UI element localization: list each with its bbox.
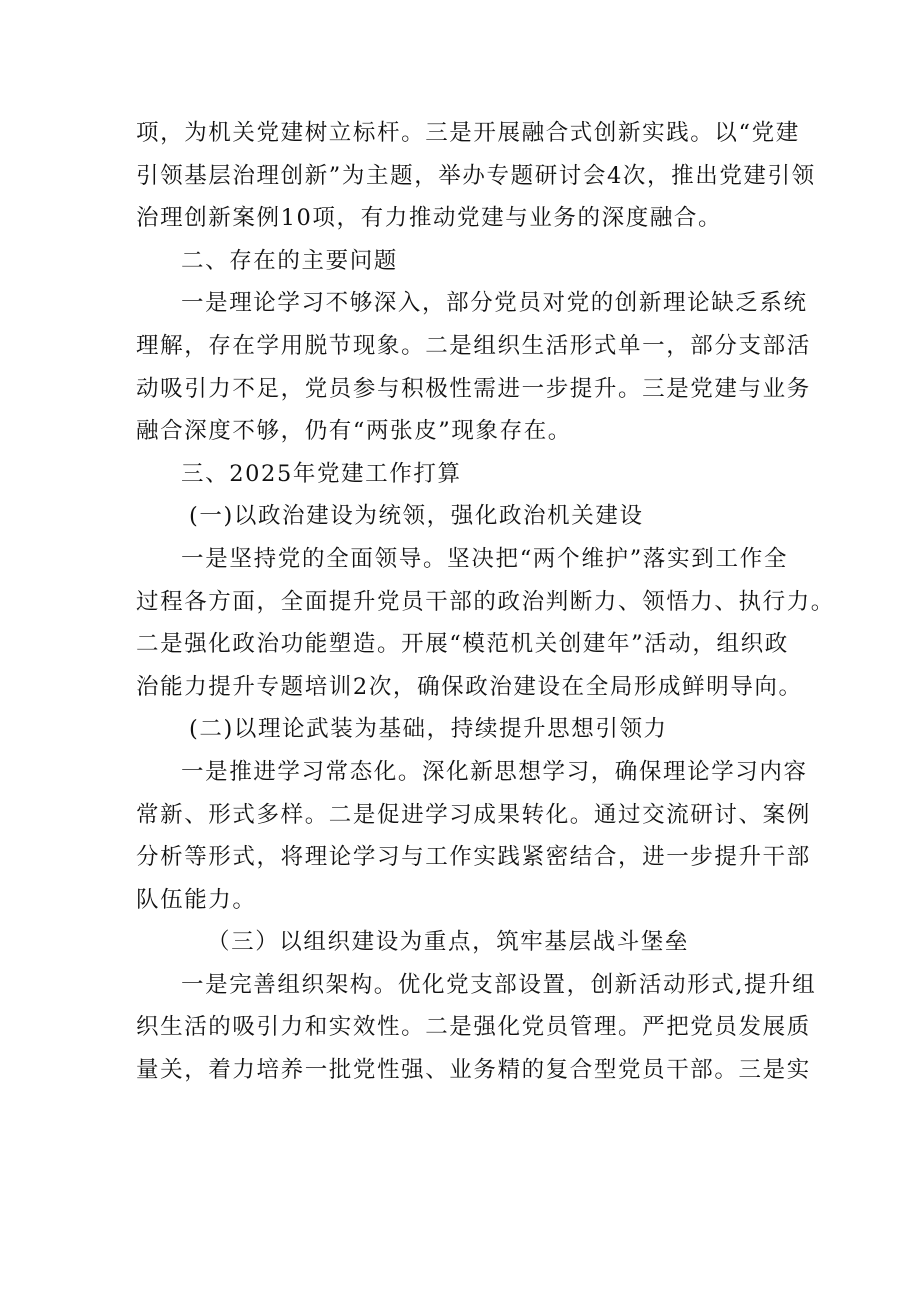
paragraph-line: 分析等形式，将理论学习与工作实践紧密结合，进一步提升干部 (136, 844, 811, 871)
paragraph-line: 一是完善组织架构。优化党支部设置，创新活动形式,提升组 (181, 971, 817, 998)
subsection-heading: (二)以理论武装为基础，持续提升思想引领力 (189, 716, 668, 743)
subsection-heading: （三）以组织建设为重点，筑牢基层战斗堡垒 (207, 929, 690, 956)
paragraph-line: 一是坚持党的全面领导。坚决把“两个维护”落实到工作全 (181, 545, 788, 572)
paragraph-line: 治理创新案例10项，有力推动党建与业务的深度融合。 (136, 205, 723, 232)
paragraph-line: 二是强化政治功能塑造。开展“模范机关创建年”活动，组织政 (136, 631, 789, 658)
paragraph-line: 引领基层治理创新”为主题，举办专题研讨会4次，推出党建引领 (136, 162, 816, 189)
paragraph-line: 项，为机关党建树立标杆。三是开展融合式创新实践。以“党建 (136, 120, 800, 146)
paragraph-line: 融合深度不够，仍有“两张皮”现象存在。 (136, 418, 572, 445)
subsection-heading: (一)以政治建设为统领，强化政治机关建设 (189, 503, 644, 530)
paragraph-line: 动吸引力不足，党员参与积极性需进一步提升。三是党建与业务 (136, 375, 811, 402)
paragraph-line: 一是理论学习不够深入，部分党员对党的创新理论缺乏系统 (181, 290, 808, 317)
paragraph-line: 常新、形式多样。二是促进学习成果转化。通过交流研讨、案例 (136, 801, 811, 828)
section-heading: 二、存在的主要问题 (181, 247, 398, 274)
paragraph-line: 理解，存在学用脱节现象。二是组织生活形式单一，部分支部活 (136, 332, 811, 359)
paragraph-line: 过程各方面，全面提升党员干部的政治判断力、领悟力、执行力。 (136, 588, 835, 615)
paragraph-line: 织生活的吸引力和实效性。二是强化党员管理。严把党员发展质 (136, 1014, 811, 1041)
paragraph-line: 治能力提升专题培训2次，确保政治建设在全局形成鲜明导向。 (136, 673, 803, 700)
section-heading: 三、2025年党建工作打算 (181, 460, 462, 487)
paragraph-line: 队伍能力。 (136, 886, 257, 913)
document-body (136, 112, 835, 1092)
paragraph-line: 量关，着力培养一批党性强、业务精的复合型党员干部。三是实 (136, 1057, 811, 1084)
paragraph-line: 一是推进学习常态化。深化新思想学习，确保理论学习内容 (181, 758, 808, 785)
